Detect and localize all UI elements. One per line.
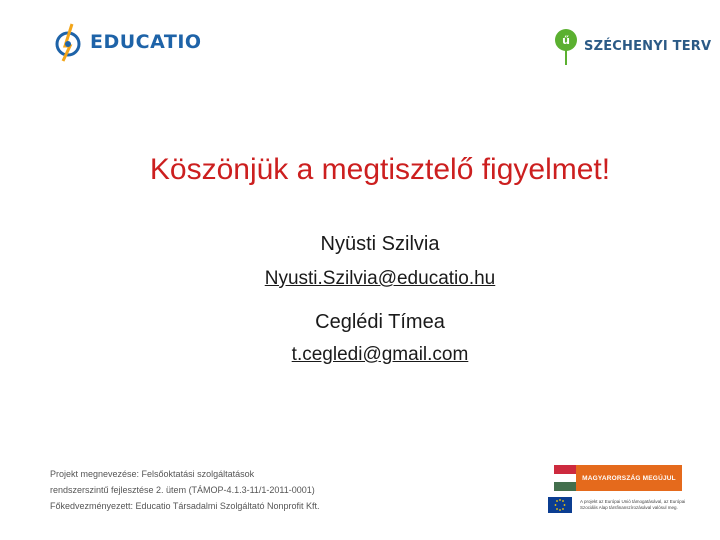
contact-email-link-1[interactable]: Nyusti.Szilvia@educatio.hu [264, 268, 496, 289]
megujul-text: MAGYARORSZÁG MEGÚJUL [576, 465, 682, 491]
eu-support-text: A projekt az Európai Unió támogatásával, az Európai Szociális Alap társfinanszírozásával valósul meg. [580, 499, 686, 510]
educatio-logo-text: EDUCATIO [90, 31, 202, 53]
eu-support-badge [548, 494, 692, 516]
footer-line-2: rendszerszintű fejlesztése 2. ütem (TÁMOP-4.1.3-11/1-2011-0001) [50, 485, 315, 495]
svg-text:ű: ű [562, 34, 570, 47]
szechenyi-terv-logo [554, 24, 711, 68]
educatio-emblem-icon [52, 22, 86, 62]
eu-flag-icon [548, 497, 572, 513]
contact-email-link-2[interactable]: t.cegledi@gmail.com [291, 344, 469, 365]
footer-line-1: Projekt megnevezése: Felsőoktatási szolgáltatások [50, 469, 255, 479]
szechenyi-pin-icon [554, 26, 578, 66]
footer-line-3: Főkedvezményezett: Educatio Társadalmi Szolgáltató Nonprofit Kft. [50, 501, 320, 511]
contact-name-2: Ceglédi Tímea [315, 311, 445, 333]
project-footer [50, 466, 319, 514]
hungarian-flag-icon [554, 465, 576, 491]
contact-name-1: Nyüsti Szilvia [320, 233, 440, 255]
educatio-logo [52, 20, 202, 64]
szechenyi-terv-text: SZÉCHENYI TERV [584, 38, 712, 54]
slide-title: Köszönjük a megtisztelő figyelmet! [149, 153, 611, 186]
magyarorszag-megujul-badge [554, 465, 682, 491]
